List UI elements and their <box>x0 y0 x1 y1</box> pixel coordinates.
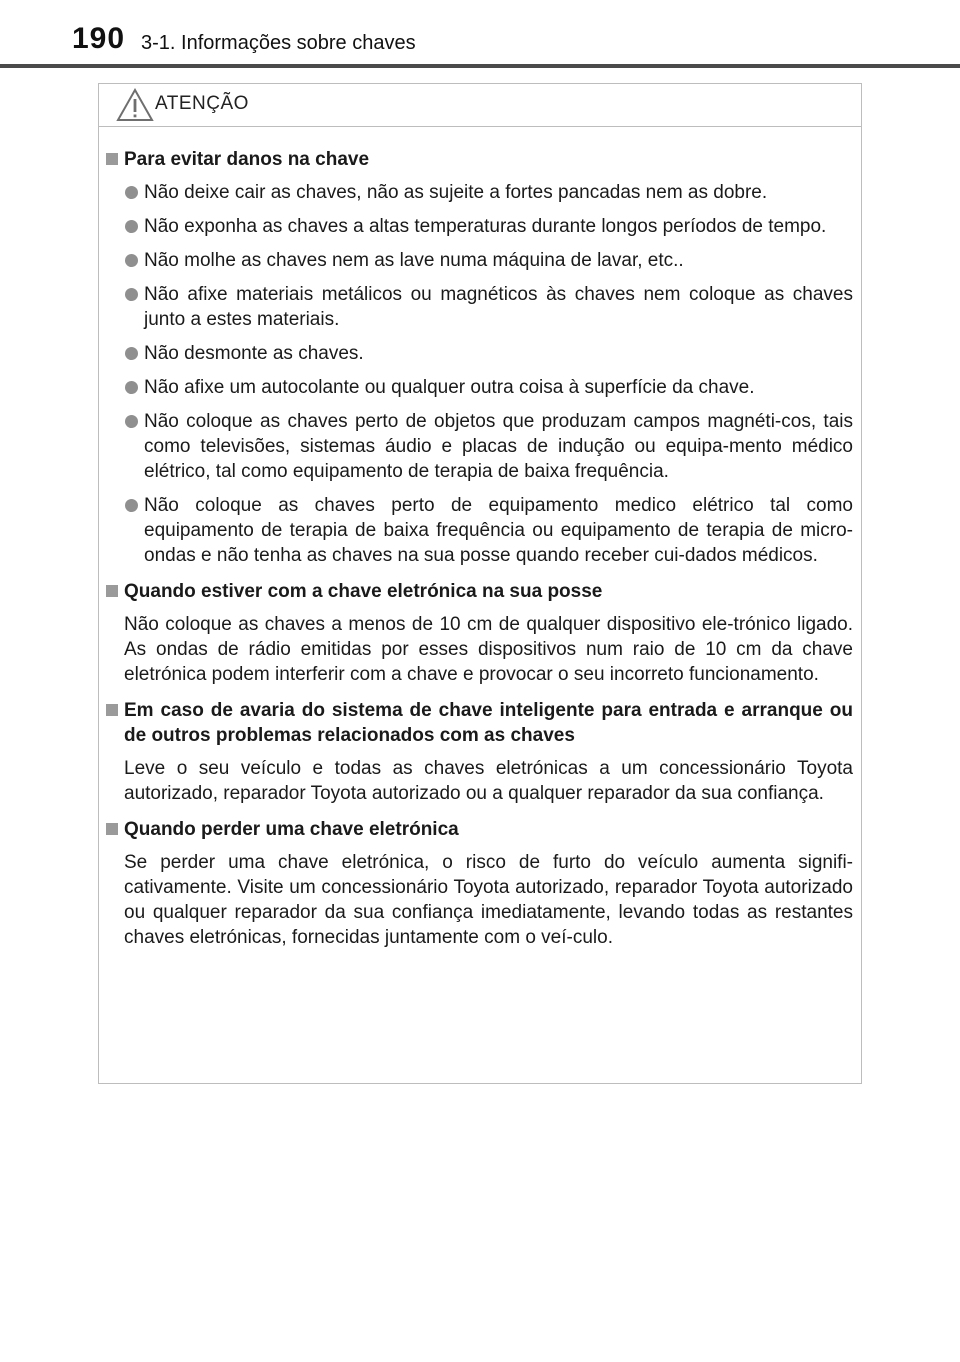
square-bullet-icon <box>106 585 118 597</box>
section-avoid-damage <box>106 147 853 568</box>
list-item <box>106 282 853 332</box>
list-item-text: Não exponha as chaves a altas temperaturas durante longos períodos de tempo. <box>144 216 827 237</box>
list-item <box>106 214 853 239</box>
square-bullet-icon <box>106 823 118 835</box>
circle-bullet-icon <box>125 220 138 233</box>
list-item <box>106 248 853 273</box>
section-heading <box>106 817 853 842</box>
section-heading <box>106 147 853 172</box>
page-header <box>0 0 960 70</box>
section-heading-text: Em caso de avaria do sistema de chave inteligente para entrada e arranque ou de outros problemas relacionados com as chaves <box>124 700 853 746</box>
section-paragraph: Não coloque as chaves a menos de 10 cm de qualquer dispositivo ele-trónico ligado. As ondas de rádio emitidas por esses dispositivos num raio de 10 cm da chave eletrónica podem interferir com a chave e provocar o seu incorreto funcionamento. <box>124 614 853 685</box>
list-item-text: Não molhe as chaves nem as lave numa máquina de lavar, etc.. <box>144 250 684 271</box>
list-item-text: Não afixe materiais metálicos ou magnéticos às chaves nem coloque as chaves junto a estes materiais. <box>144 284 853 330</box>
circle-bullet-icon <box>125 347 138 360</box>
list-item-text: Não deixe cair as chaves, não as sujeite a fortes pancadas nem as dobre. <box>144 182 768 203</box>
list-item-text: Não coloque as chaves perto de objetos que produzam campos magnéti-cos, tais como televisões, sistemas áudio e placas de indução ou equipa-mento médico elétrico, tal como equipamento de terapia de baixa frequência. <box>144 411 853 482</box>
list-item-text: Não desmonte as chaves. <box>144 343 364 364</box>
section-paragraph: Se perder uma chave eletrónica, o risco de furto do veículo aumenta signifi-cativamente. Visite um concessionário Toyota autorizado, reparador Toyota autorizado ou qualquer reparador da sua confiança imediatamente, levando todas as restantes chaves eletrónicas, fornecidas juntamente com o veí-culo. <box>124 852 853 948</box>
list-item <box>106 493 853 568</box>
warning-header <box>99 84 861 127</box>
circle-bullet-icon <box>125 186 138 199</box>
list-item <box>106 409 853 484</box>
circle-bullet-icon <box>125 381 138 394</box>
section-lost-key <box>106 817 853 950</box>
section-heading-text: Para evitar danos na chave <box>124 149 370 170</box>
list-item <box>106 180 853 205</box>
circle-bullet-icon <box>125 499 138 512</box>
header-rule <box>0 64 960 68</box>
circle-bullet-icon <box>125 415 138 428</box>
section-heading-text: Quando perder uma chave eletrónica <box>124 819 459 840</box>
section-system-malfunction <box>106 698 853 806</box>
list-item-text: Não coloque as chaves perto de equipamento medico elétrico tal como equipamento de terapia de baixa frequência ou equipamento de terapia de micro-ondas e não tenha as chaves na sua posse quando receber cui-dados médicos. <box>144 495 853 566</box>
section-paragraph: Leve o seu veículo e todas as chaves eletrónicas a um concessionário Toyota autorizado, reparador Toyota autorizado ou a qualquer reparador da sua confiança. <box>124 758 853 804</box>
warning-triangle-icon <box>116 88 154 122</box>
square-bullet-icon <box>106 704 118 716</box>
square-bullet-icon <box>106 153 118 165</box>
circle-bullet-icon <box>125 254 138 267</box>
list-item-text: Não afixe um autocolante ou qualquer outra coisa à superfície da chave. <box>144 377 755 398</box>
section-heading-text: Quando estiver com a chave eletrónica na sua posse <box>124 581 603 602</box>
list-item <box>106 375 853 400</box>
warning-title: ATENÇÃO <box>155 93 249 114</box>
warning-body <box>99 127 861 950</box>
list-item <box>106 341 853 366</box>
section-heading <box>106 579 853 604</box>
section-heading <box>106 698 853 748</box>
warning-box <box>98 83 862 1084</box>
section-key-possession <box>106 579 853 687</box>
circle-bullet-icon <box>125 288 138 301</box>
section-title: 3-1. Informações sobre chaves <box>141 32 416 54</box>
page-number: 190 <box>72 22 126 55</box>
